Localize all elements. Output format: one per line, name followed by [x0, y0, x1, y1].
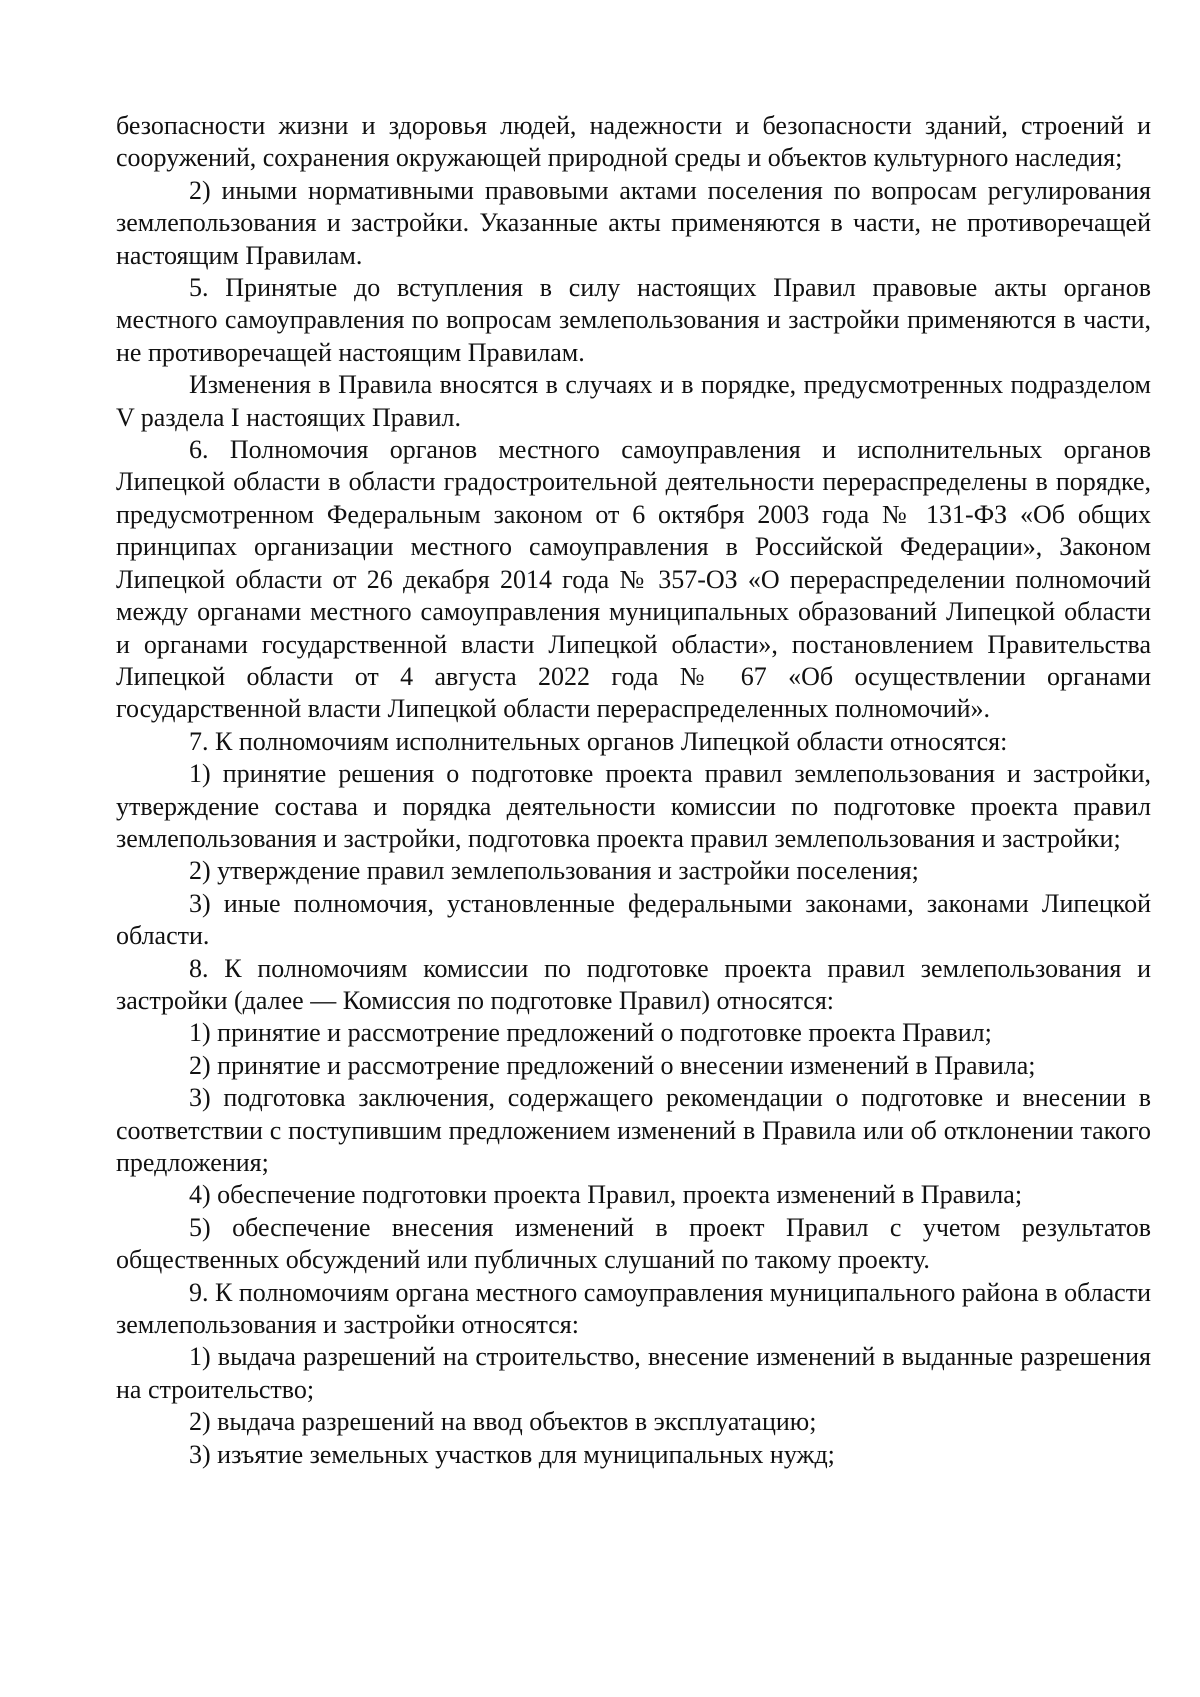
clause-6: 6. Полномочия органов местного самоуправления и исполнительных органов Липецкой области в области градостроительной деятельности перераспределены в порядке, предусмотренном Федеральным законом от 6 октября 2003 года № 131-ФЗ «Об общих принципах организации местного самоуправления в Российской Федерации», Законом Липецкой области от 26 декабря 2014 года № 357-ОЗ «О перераспределении полномочий между органами местного самоуправления муниципальных образований Липецкой области и органами государственной власти Липецкой области», постановлением Правительства Липецкой области от 4 августа 2022 года № 67 «Об осуществлении органами государственной власти Липецкой области перераспределенных полномочий». [116, 435, 1151, 724]
clause-9: 9. К полномочиям органа местного самоуправления муниципального района в области землепользования и застройки относятся: [116, 1277, 1151, 1340]
clause-8: 8. К полномочиям комиссии по подготовке проекта правил землепользования и застройки (далее — Комиссия по подготовке Правил) относятся: [116, 953, 1151, 1015]
paragraph-continuation: безопасности жизни и здоровья людей, надежности и безопасности зданий, строений и сооружений, сохранения окружающей природной среды и объектов культурного наследия; [116, 111, 1151, 173]
list-item: 2) иными нормативными правовыми актами поселения по вопросам регулирования землепользования и застройки. Указанные акты применяются в части, не противоречащей настоящим Правилам. [116, 175, 1151, 270]
list-item: 1) принятие и рассмотрение предложений о подготовке проекта Правил; [189, 1018, 992, 1048]
list-item: 3) изъятие земельных участков для муниципальных нужд; [189, 1439, 835, 1469]
list-item: 2) принятие и рассмотрение предложений о внесении изменений в Правила; [189, 1050, 1036, 1080]
list-item: 3) иные полномочия, установленные федеральными законами, законами Липецкой области. [116, 888, 1151, 951]
list-item: 4) обеспечение подготовки проекта Правил, проекта изменений в Правила; [189, 1180, 1023, 1210]
list-item: 5) обеспечение внесения изменений в проект Правил с учетом результатов общественных обсуждений или публичных слушаний по такому проекту. [116, 1212, 1151, 1275]
list-item: 1) выдача разрешений на строительство, внесение изменений в выданные разрешения на строительство; [116, 1342, 1151, 1404]
list-item: 2) утверждение правил землепользования и застройки поселения; [189, 856, 919, 886]
clause-5: 5. Принятые до вступления в силу настоящих Правил правовые акты органов местного самоуправления по вопросам землепользования и застройки применяются в части, не противоречащей настоящим Правилам. [116, 273, 1151, 367]
paragraph-amendments: Изменения в Правила вносятся в случаях и в порядке, предусмотренных подразделом V раздела I настоящих Правил. [116, 370, 1151, 432]
list-item: 1) принятие решения о подготовке проекта правил землепользования и застройки, утверждение состава и порядка деятельности комиссии по подготовке проекта правил землепользования и застройки, подготовка проекта правил землепользования и застройки; [116, 759, 1151, 853]
list-item: 2) выдача разрешений на ввод объектов в эксплуатацию; [189, 1407, 817, 1437]
list-item: 3) подготовка заключения, содержащего рекомендации о подготовке и внесении в соответствии с поступившим предложением изменений в Правила или об отклонении такого предложения; [116, 1083, 1151, 1177]
clause-7: 7. К полномочиям исполнительных органов Липецкой области относятся: [189, 726, 1008, 756]
document-page [116, 110, 1151, 1471]
